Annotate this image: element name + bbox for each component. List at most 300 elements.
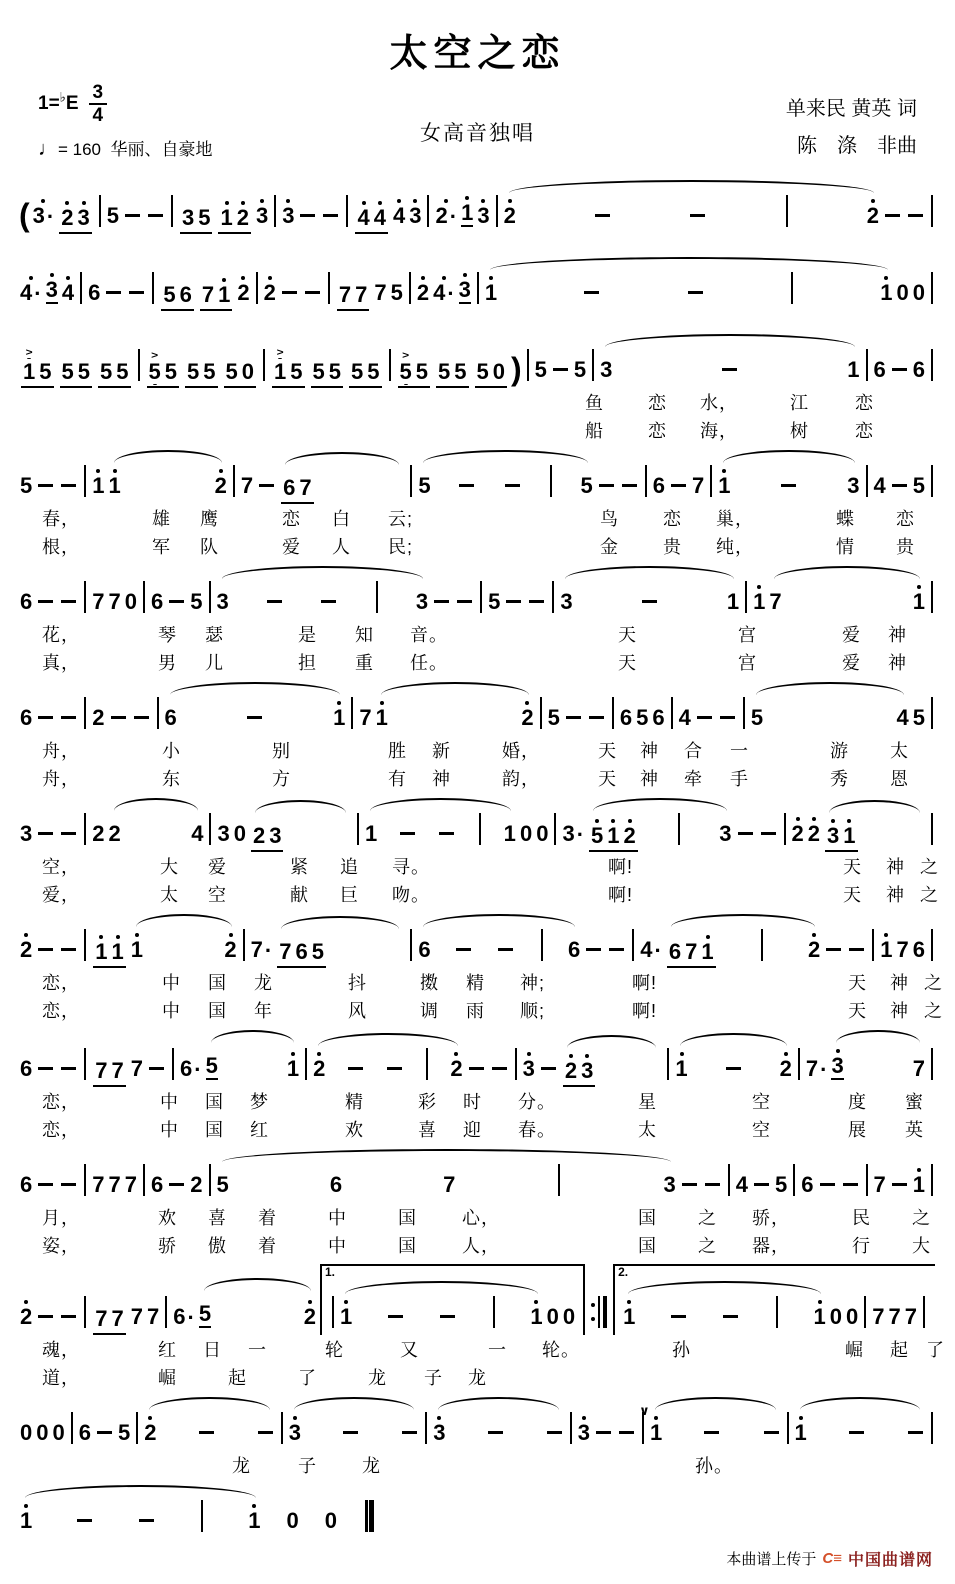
barline xyxy=(209,1164,211,1196)
note-digit: 6 xyxy=(20,589,33,614)
note-token xyxy=(692,462,704,504)
lyric-syllable: 神 xyxy=(640,741,659,761)
barline xyxy=(527,349,529,381)
lyric-syllable: 国 xyxy=(638,1236,657,1256)
augmentation-dot: · xyxy=(449,204,458,229)
duration-dash xyxy=(125,214,140,217)
note-main xyxy=(568,938,580,961)
note-digit: 5 xyxy=(912,473,925,498)
duration-dash xyxy=(722,368,737,371)
note-token xyxy=(107,192,119,234)
barline xyxy=(761,929,763,961)
note-main xyxy=(59,1183,78,1196)
site-name[interactable]: 中国曲谱网 xyxy=(847,1552,933,1569)
note-main xyxy=(198,206,210,229)
note-main xyxy=(801,1173,813,1196)
dash-token xyxy=(59,936,78,968)
accent-icon: > xyxy=(25,346,33,359)
octave-dot-above xyxy=(308,1300,312,1304)
note-above xyxy=(796,810,800,822)
lyric-syllable: 金 xyxy=(600,537,619,557)
note-token xyxy=(289,1409,301,1451)
dash-token xyxy=(551,356,570,388)
dash-token xyxy=(167,588,186,620)
repeat-dot xyxy=(591,1317,595,1321)
note-digit: 4 xyxy=(61,280,75,305)
note-token xyxy=(224,926,236,968)
duration-dash xyxy=(498,948,513,951)
note-above xyxy=(836,1042,840,1054)
note-digit: 7 xyxy=(108,1172,121,1197)
note-digit: 6 xyxy=(151,589,164,614)
slur-group xyxy=(586,797,733,852)
lyric-syllable: 神 xyxy=(888,653,907,673)
note-digit: 1 xyxy=(333,705,346,730)
note-main xyxy=(92,590,104,613)
repeat-dots xyxy=(591,1302,595,1322)
note-main xyxy=(623,1305,635,1328)
note-token xyxy=(565,1047,577,1085)
note-main xyxy=(339,283,351,306)
note-token xyxy=(376,694,388,736)
note-digit: 1 xyxy=(623,1304,636,1329)
note-main xyxy=(753,590,765,613)
note-digit: 5 xyxy=(164,359,177,384)
duration-dash xyxy=(826,948,841,951)
note-token xyxy=(357,194,369,232)
note-token xyxy=(435,192,457,234)
note-main xyxy=(813,1305,825,1328)
note-token xyxy=(560,578,572,620)
slur-group xyxy=(274,915,406,968)
note-digit: 2 xyxy=(564,1058,578,1083)
note-main xyxy=(104,291,123,304)
duration-dash xyxy=(169,600,184,603)
note-token xyxy=(454,348,466,386)
augmentation-dot: · xyxy=(34,281,42,306)
note-token xyxy=(256,192,268,234)
note-main xyxy=(719,822,731,845)
dash-token xyxy=(245,704,264,736)
dash-token xyxy=(503,472,522,504)
lyric-syllable: 一 xyxy=(248,1340,267,1360)
note-main xyxy=(36,1183,55,1196)
note-main xyxy=(62,360,74,383)
note-main xyxy=(256,204,268,227)
barline xyxy=(427,195,429,227)
note-digit: 5 xyxy=(205,1053,218,1078)
lyric-syllable: 追 xyxy=(340,857,359,877)
note-digit: 3 xyxy=(577,1420,590,1445)
lyric-syllable: 神 xyxy=(640,769,659,789)
note-token xyxy=(365,810,377,852)
octave-dot-above xyxy=(489,276,493,280)
note-main xyxy=(450,1057,462,1080)
note-main xyxy=(385,1067,404,1080)
lyric-syllable: 舟， xyxy=(42,769,80,789)
note-digit: 7 xyxy=(240,473,254,498)
lyrics-row-verse-1 xyxy=(0,1336,955,1363)
note-main xyxy=(548,706,560,729)
note-above xyxy=(812,810,816,822)
composer-credit: 陈 涤 非曲 xyxy=(797,135,917,157)
note-token xyxy=(355,271,367,309)
dash-token xyxy=(398,820,417,852)
note-token xyxy=(180,1045,202,1087)
lyric-syllable: 宫 xyxy=(738,625,757,645)
note-main xyxy=(438,360,450,383)
barline xyxy=(678,813,680,845)
note-main xyxy=(59,832,78,845)
lyrics-row-verse-2 xyxy=(0,533,955,560)
note-main xyxy=(144,1421,156,1444)
note-token xyxy=(504,810,516,852)
octave-dot-above xyxy=(569,1054,573,1058)
note-token xyxy=(109,1161,121,1203)
music-system-4 xyxy=(0,449,955,560)
note-token xyxy=(913,578,925,620)
slur-group xyxy=(560,1034,664,1087)
lyric-syllable: 寻。 xyxy=(392,857,430,877)
slur-group xyxy=(204,1029,302,1087)
note-digit: 6 xyxy=(88,280,101,305)
note-main xyxy=(454,948,473,961)
note-token xyxy=(880,926,892,968)
note-digit: 6 xyxy=(179,282,192,307)
note-main xyxy=(330,1173,342,1196)
lyric-syllable: 太 xyxy=(890,741,909,761)
octave-dot-above xyxy=(50,273,54,277)
note-main xyxy=(62,281,74,304)
note-above xyxy=(917,1161,921,1173)
note-digit: 3 xyxy=(45,277,58,302)
notes-row xyxy=(0,1396,955,1451)
note-digit: 7 xyxy=(912,1056,925,1081)
note-main xyxy=(669,1315,688,1328)
lyrics-row-verse-2 xyxy=(0,417,955,444)
note-main xyxy=(535,358,547,381)
lyric-syllable: 恋， xyxy=(42,1092,80,1112)
note-digit: 0 xyxy=(846,1304,859,1329)
note-main xyxy=(846,1305,858,1328)
lyric-syllable: 献 xyxy=(290,885,309,905)
dash-token xyxy=(75,1507,94,1539)
note-digit: 5 xyxy=(534,357,547,382)
duration-dash xyxy=(754,1183,769,1186)
note-digit: 3 xyxy=(560,589,573,614)
slur-group xyxy=(107,449,229,504)
lyric-syllable: 琴 xyxy=(158,625,177,645)
dash-token xyxy=(720,356,739,388)
note-token xyxy=(393,192,405,234)
note-main xyxy=(883,214,902,227)
note-digit: 3 xyxy=(433,1420,446,1445)
lyric-syllable: 雨 xyxy=(466,1001,485,1021)
note-token xyxy=(801,1161,813,1203)
note-main xyxy=(530,1305,542,1328)
notes-row xyxy=(0,1148,955,1203)
dash-token xyxy=(256,1419,275,1451)
note-main xyxy=(703,1183,722,1196)
note-token xyxy=(400,348,412,386)
duration-dash xyxy=(892,484,907,487)
note-above xyxy=(24,1293,28,1305)
octave-dot-above xyxy=(268,276,272,280)
dash-token xyxy=(438,1303,457,1335)
duration-dash xyxy=(705,1183,720,1186)
slur-group xyxy=(639,1396,783,1451)
octave-dot-above xyxy=(225,201,229,205)
note-main xyxy=(376,706,388,729)
note-token xyxy=(264,269,276,311)
note-main xyxy=(346,1067,365,1080)
note-token xyxy=(488,578,500,620)
note-main xyxy=(485,281,497,304)
beam-group xyxy=(436,348,469,388)
note-digit: 2 xyxy=(435,203,448,228)
slur-group xyxy=(107,797,206,852)
note-above xyxy=(397,192,401,204)
note-main xyxy=(304,1305,316,1328)
note-token xyxy=(808,926,820,968)
barline xyxy=(931,1164,933,1196)
barline xyxy=(157,697,159,729)
duration-dash xyxy=(908,214,923,217)
note-token xyxy=(46,266,58,311)
lyric-syllable: 一 xyxy=(488,1340,507,1360)
note-token xyxy=(151,1161,163,1203)
note-main xyxy=(313,360,325,383)
note-main xyxy=(808,822,820,845)
note-token xyxy=(339,271,351,309)
lyric-syllable: 纯， xyxy=(716,537,754,557)
note-digit: 7 xyxy=(111,1058,124,1083)
duration-dash xyxy=(849,948,864,951)
duration-dash xyxy=(671,1315,686,1318)
lyric-syllable: 海， xyxy=(700,421,738,441)
note-above xyxy=(784,1045,788,1057)
note-main xyxy=(59,716,78,729)
barline xyxy=(612,697,614,729)
note-token xyxy=(20,269,42,311)
notes-row xyxy=(0,681,955,736)
note-token xyxy=(269,812,281,850)
note-digit: 5 xyxy=(225,359,238,384)
dash-token xyxy=(167,1171,186,1203)
note-token xyxy=(578,1409,590,1451)
barline xyxy=(710,465,712,497)
note-token xyxy=(62,348,74,386)
thin-bar xyxy=(598,1296,600,1328)
note-main xyxy=(245,716,264,729)
note-digit: 1 xyxy=(530,1304,543,1329)
barline xyxy=(866,465,868,497)
duration-dash xyxy=(400,832,415,835)
note-digit: 3 xyxy=(562,821,575,846)
dash-token xyxy=(303,279,322,311)
note-main xyxy=(61,206,73,229)
note-above xyxy=(291,1045,295,1057)
octave-dot-above xyxy=(611,819,615,823)
note-main xyxy=(692,474,704,497)
dash-token xyxy=(607,936,626,968)
lyrics-row-verse-2 xyxy=(0,1364,955,1391)
dash-token xyxy=(137,1507,156,1539)
note-main xyxy=(351,360,363,383)
note-token xyxy=(374,194,386,232)
beam-group xyxy=(281,464,314,504)
note-main xyxy=(679,706,691,729)
duration-dash xyxy=(469,1067,484,1070)
note-main xyxy=(88,281,100,304)
note-main xyxy=(274,360,286,383)
lyric-syllable: 重 xyxy=(355,653,374,673)
music-system-11 xyxy=(0,1264,955,1391)
lyric-syllable: 恋 xyxy=(855,421,874,441)
duration-dash xyxy=(885,214,900,217)
duration-dash xyxy=(97,1431,112,1434)
lyric-syllable: 神 xyxy=(886,885,905,905)
note-digit: 1 xyxy=(912,1172,925,1197)
note-above xyxy=(241,194,245,206)
note-main xyxy=(486,1431,505,1444)
slur-group xyxy=(374,681,536,736)
note-token xyxy=(679,694,691,736)
note-token xyxy=(92,1161,104,1203)
note-token xyxy=(203,348,215,386)
lyric-syllable: 婚， xyxy=(502,741,540,761)
note-main xyxy=(36,1421,48,1444)
duration-dash xyxy=(723,1315,738,1318)
note-above xyxy=(252,1497,256,1509)
note-main xyxy=(417,281,429,304)
note-token xyxy=(125,1161,137,1203)
note-digit: 3 xyxy=(181,205,195,230)
octave-dot-above xyxy=(421,276,425,280)
note-token xyxy=(846,1293,858,1335)
lyric-syllable: 抖 xyxy=(348,973,367,993)
note-digit: 3 xyxy=(288,1420,301,1445)
note-token xyxy=(95,928,107,966)
barline xyxy=(274,195,276,227)
note-above xyxy=(884,926,888,938)
note-above xyxy=(437,1409,441,1421)
note-digit: 2 xyxy=(20,937,33,962)
note-digit: 7 xyxy=(904,1304,917,1329)
duration-dash xyxy=(61,716,76,719)
note-main xyxy=(795,1421,807,1444)
note-token xyxy=(77,194,89,232)
note-token xyxy=(313,348,325,386)
note-main xyxy=(477,204,489,227)
note-digit: 6 xyxy=(20,1056,33,1081)
note-main xyxy=(890,368,909,381)
note-main xyxy=(906,214,925,227)
octave-dot-below xyxy=(404,384,408,385)
note-token xyxy=(620,694,632,736)
note-token xyxy=(61,194,73,232)
note-digit: 1 xyxy=(484,280,498,305)
dash-token xyxy=(686,279,705,311)
note-main xyxy=(640,600,659,613)
octave-dot-above xyxy=(286,199,290,203)
dash-token xyxy=(736,820,755,852)
note-digit: 1 xyxy=(726,589,740,614)
note-main xyxy=(701,940,713,963)
note-main xyxy=(167,1183,186,1196)
note-main xyxy=(437,832,456,845)
octave-dot-above xyxy=(66,276,70,280)
note-token xyxy=(562,810,584,852)
dash-token xyxy=(432,588,451,620)
note-above xyxy=(884,269,888,281)
note-digit: 6 xyxy=(173,1304,186,1329)
barline xyxy=(332,1296,334,1328)
note-above xyxy=(831,812,835,824)
dash-token xyxy=(132,704,151,736)
note-main xyxy=(218,283,230,306)
lyric-syllable: 中 xyxy=(328,1208,347,1228)
duration-dash xyxy=(139,1519,154,1522)
octave-dot-above xyxy=(278,358,282,359)
note-main xyxy=(539,1067,558,1080)
note-main xyxy=(867,204,879,227)
lyrics-row-verse-1 xyxy=(0,737,955,764)
lyric-syllable: 太 xyxy=(638,1120,657,1140)
duration-dash xyxy=(595,214,610,217)
note-main xyxy=(146,214,165,227)
note-token xyxy=(33,192,55,234)
barline xyxy=(84,465,86,497)
note-main xyxy=(226,360,238,383)
note-token xyxy=(237,269,249,311)
expression-text: 华丽、自豪地 xyxy=(110,140,213,159)
note-main xyxy=(551,368,570,381)
lyric-syllable: 国 xyxy=(205,1120,224,1140)
note-main xyxy=(39,360,51,383)
lyric-syllable: 啊! xyxy=(632,973,658,993)
note-main xyxy=(92,822,104,845)
note-above xyxy=(293,1409,297,1421)
lyric-syllable: 神 xyxy=(890,973,909,993)
lyric-syllable: 方 xyxy=(272,769,291,789)
barline xyxy=(554,813,556,845)
duration-dash xyxy=(305,291,320,294)
note-token xyxy=(831,1042,843,1087)
duration-dash xyxy=(908,1431,923,1434)
note-main xyxy=(190,1173,202,1196)
note-main xyxy=(461,201,473,227)
dash-token xyxy=(703,1171,722,1203)
dash-token xyxy=(36,588,55,620)
note-above xyxy=(463,266,467,278)
duration-dash xyxy=(488,1431,503,1434)
barline xyxy=(357,813,359,845)
lyricist-credit: 单来民 黄英 词 xyxy=(785,98,917,120)
duration-dash xyxy=(599,484,614,487)
slur-group xyxy=(716,449,861,504)
barline xyxy=(793,1164,795,1196)
note-digit: 2 xyxy=(623,823,636,848)
duration-dash xyxy=(282,291,297,294)
note-digit: 0 xyxy=(241,359,254,384)
note-token xyxy=(461,189,473,234)
note-main xyxy=(593,214,612,227)
note-token xyxy=(897,694,909,736)
note-digit: 5 xyxy=(399,359,412,384)
slur-group xyxy=(278,451,406,504)
octave-dot-above xyxy=(796,817,800,821)
